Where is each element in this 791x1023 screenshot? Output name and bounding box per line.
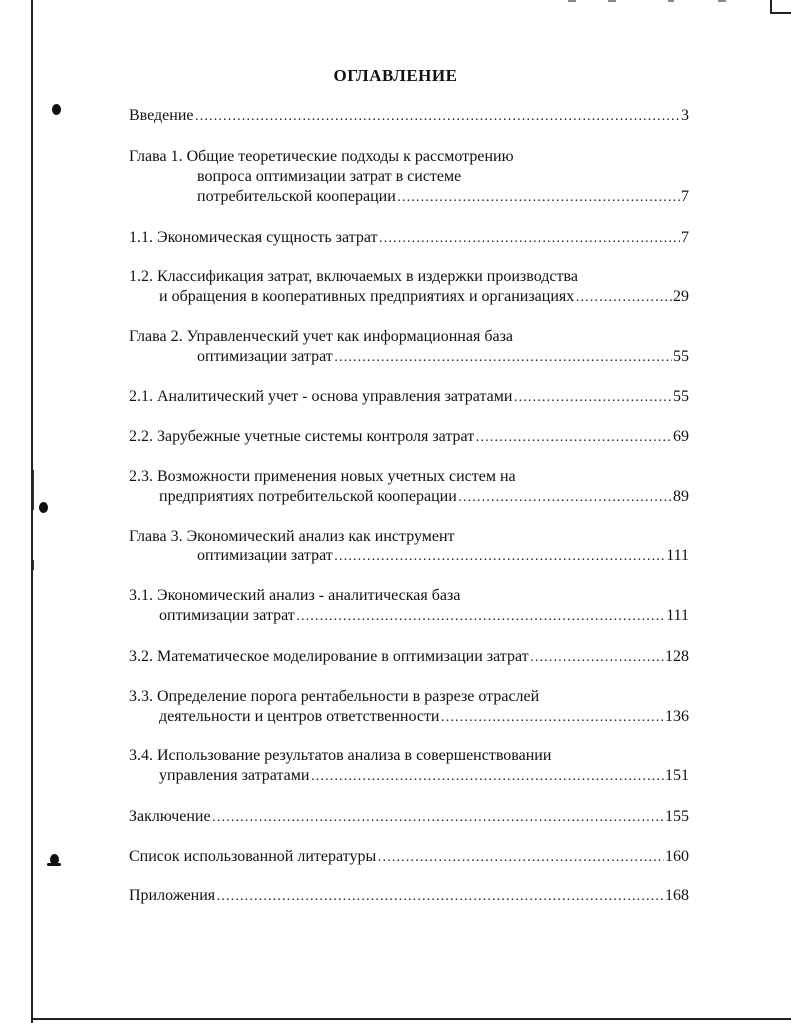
toc-page-number: 128	[665, 648, 689, 665]
dot-leader	[216, 886, 664, 907]
dot-leader	[530, 647, 664, 668]
dot-leader	[334, 347, 672, 368]
dot-leader	[195, 106, 681, 127]
toc-entry-3-4[interactable]	[159, 766, 689, 786]
toc-entry-chapter-1[interactable]	[197, 187, 689, 207]
toc-page-number: 89	[673, 488, 689, 505]
toc-entry-1-1[interactable]	[129, 228, 689, 248]
toc-entry-label: и обращения в кооперативных предприятиях и организациях	[159, 288, 575, 305]
toc-page-number: 29	[673, 288, 689, 305]
toc-entry-2-2[interactable]	[129, 427, 689, 447]
toc-page-number: 69	[673, 428, 689, 445]
dot-leader	[513, 387, 672, 408]
scan-border-bottom	[31, 1018, 791, 1020]
toc-entry-line: Глава 1. Общие теоретические подходы к рассмотрению	[129, 148, 514, 165]
scan-corner-mark	[770, 0, 791, 14]
dot-leader	[475, 427, 672, 448]
toc-page-number: 55	[673, 388, 689, 405]
dot-leader	[441, 707, 665, 728]
toc-entry-label: управления затратами	[159, 767, 310, 784]
toc-entry-bibliography[interactable]	[129, 847, 689, 867]
toc-page-number: 3	[681, 107, 689, 124]
toc-entry-introduction[interactable]	[129, 106, 689, 126]
toc-page-number: 55	[673, 348, 689, 365]
toc-entry-label: деятельности и центров ответственности	[159, 708, 440, 725]
dot-leader	[458, 487, 672, 508]
toc-entry-conclusion[interactable]	[129, 807, 689, 827]
dot-leader	[377, 847, 664, 868]
dot-leader	[310, 766, 664, 787]
toc-entry-label: 2.1. Аналитический учет - основа управления затратами	[129, 388, 513, 405]
toc-entry-label: потребительской кооперации	[197, 188, 396, 205]
dot-leader	[334, 546, 665, 567]
toc-entry-label: оптимизации затрат	[197, 348, 333, 365]
toc-entry-label: Введение	[129, 107, 194, 124]
toc-entry-line: 1.2. Классификация затрат, включаемых в издержки производства	[129, 268, 578, 285]
scan-border-top	[568, 0, 748, 2]
scan-border-left	[31, 0, 33, 1023]
dot-leader	[212, 807, 664, 828]
toc-entry-line: 3.3. Определение порога рентабельности в разрезе отраслей	[129, 688, 540, 705]
toc-page-number: 136	[665, 708, 689, 725]
toc-entry-label: Заключение	[129, 808, 211, 825]
toc-page-number: 111	[666, 547, 689, 564]
toc-page-number: 7	[681, 229, 689, 246]
toc-entry-label: Список использованной литературы	[129, 848, 377, 865]
toc-entry-chapter-2[interactable]	[197, 347, 689, 367]
punch-hole-mark	[39, 502, 48, 513]
toc-entry-label: 2.2. Зарубежные учетные системы контроля затрат	[129, 428, 475, 445]
toc-entry-line: Глава 2. Управленческий учет как информационная база	[129, 328, 513, 345]
dot-leader	[296, 606, 665, 627]
toc-entry-chapter-3[interactable]	[197, 546, 689, 566]
punch-hole-mark	[52, 104, 61, 115]
toc-page-number: 155	[665, 808, 689, 825]
punch-hole-mark	[50, 854, 59, 865]
toc-entry-label: Приложения	[129, 887, 216, 904]
toc-entry-label: 3.2. Математическое моделирование в оптимизации затрат	[129, 648, 529, 665]
dot-leader	[575, 287, 672, 308]
toc-entry-label: предприятиях потребительской кооперации	[159, 488, 457, 505]
toc-entry-2-3[interactable]	[159, 487, 689, 507]
toc-entry-3-2[interactable]	[129, 647, 689, 667]
toc-entry-line: 2.3. Возможности применения новых учетных систем на	[129, 468, 516, 485]
dot-leader	[397, 187, 680, 208]
toc-entry-label: 1.1. Экономическая сущность затрат	[129, 229, 378, 246]
toc-entry-3-1[interactable]	[159, 606, 689, 626]
scan-tick-mark	[33, 470, 34, 510]
toc-page-number: 160	[665, 848, 689, 865]
toc-entry-1-2[interactable]	[159, 287, 689, 307]
toc-entry-label: оптимизации затрат	[197, 547, 333, 564]
toc-page-number: 168	[665, 887, 689, 904]
toc-entry-label: оптимизации затрат	[159, 607, 295, 624]
toc-entry-line: Глава 3. Экономический анализ как инструмент	[129, 528, 455, 545]
toc-entry-3-3[interactable]	[159, 707, 689, 727]
toc-entry-line: 3.4. Использование результатов анализа в совершенствовании	[129, 747, 552, 764]
scan-tick-mark	[33, 560, 34, 570]
toc-entry-appendices[interactable]	[129, 886, 689, 906]
toc-page-number: 151	[665, 767, 689, 784]
toc-page-number: 111	[666, 607, 689, 624]
dot-leader	[379, 228, 680, 249]
page-title: ОГЛАВЛЕНИЕ	[333, 66, 458, 85]
toc-entry-2-1[interactable]	[129, 387, 689, 407]
toc-entry-line: 3.1. Экономический анализ - аналитическая база	[129, 587, 461, 604]
toc-entry-line: вопроса оптимизации затрат в системе	[197, 168, 462, 185]
toc-page-number: 7	[681, 188, 689, 205]
